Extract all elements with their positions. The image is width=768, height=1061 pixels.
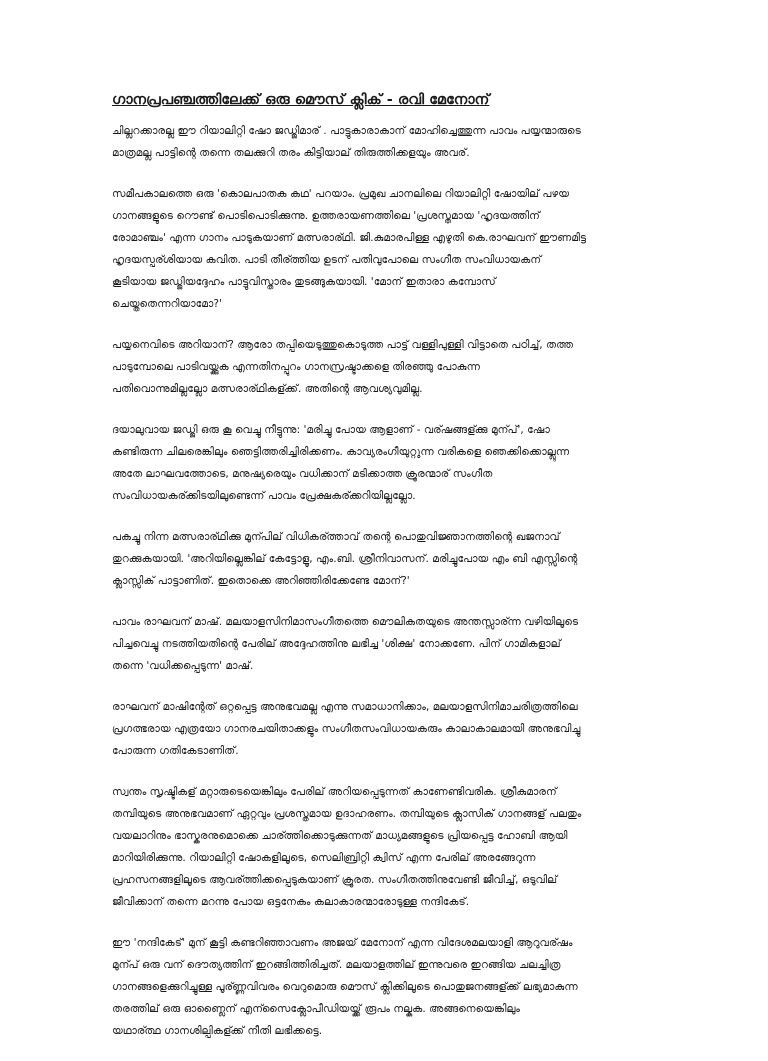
text-line: ഗാനങ്ങളെക്കുറിച്ചുള്ള പൂര്ണ്ണവിവരം വെറുമൊരു മൌസ് ക്ലിക്കിലൂടെ പൊതുജനങ്ങള്ക്ക് ലഭ്യമാകുന്ന <box>112 981 578 993</box>
text-line: പകച്ചു നിന്ന മത്സരാര്ഥിക്കു മുന്പില് വിധികര്ത്താവ് തന്റെ പൊതുവിജ്ഞാനത്തിന്റെ ഖജനാവ് <box>112 531 560 543</box>
text-line: തുറക്കുകയായി. 'അറിയില്ലെങ്കില് കേട്ടോളൂ, എം.ബി. ശ്രീനിവാസന്. മരിച്ചുപോയ എം ബി എസ്സിന്റെ <box>112 553 578 565</box>
text-line: ഈ 'നന്ദികേട്' മുന് കൂട്ടി കണ്ടറിഞ്ഞാവണം അജയ് മേനോന് എന്ന വിദേശമലയാളി ആറുവര്ഷം <box>112 937 573 949</box>
text-line: ചെയ്തതെന്നറിയാമോ?' <box>112 298 222 310</box>
text-line: സമീപകാലത്തെ ഒരു 'കൊലപാതക കഥ' പറയാം. പ്രമുഖ ചാനലിലെ റിയാലിറ്റി ഷോയില് പഴയ <box>112 188 570 200</box>
text-line: പയ്യനെവിടെ അറിയാന്? ആരോ തപ്പിയെടുത്തുകൊടുത്ത പാട്ട് വള്ളിപുള്ളി വിട്ടാതെ പഠിച്ച്, തത്ത <box>112 339 574 351</box>
text-line: ക്ലാസ്സിക് പാട്ടാണിത്. ഇതൊക്കെ അറിഞ്ഞിരിക്കേണ്ടേ മോന്?' <box>112 575 410 587</box>
text-line: ജീവിക്കാന് തന്നെ മറന്നു പോയ ഒട്ടനേകം കലാകാരന്മാരോടുള്ള നന്ദികേട്. <box>112 896 470 908</box>
text-line: ഹൃദയസ്പര്ശിയായ കവിത. പാടി തീര്ത്തിയ ഉടന് പതിവുപോലെ സംഗീത സംവിധായകന് <box>112 254 542 266</box>
text-line: തരത്തില് ഒരു ഓണ്ലൈന് എന്സൈക്ലോപീഡിയയ്ക്ക് രൂപം നല്കുക. അങ്ങനെയെങ്കിലും <box>112 1003 520 1015</box>
paragraph <box>112 611 672 677</box>
text-line: പ്രഗത്ഭരായ എത്രയോ ഗാനരചയിതാക്കളും സംഗീതസംവിധായകരും കാലാകാലമായി അനുഭവിച്ചു <box>112 723 581 735</box>
paragraph <box>112 183 672 315</box>
paragraph <box>112 696 672 762</box>
text-line: തമ്പിയുടെ അനുഭവമാണ് ഏറ്റവും പ്രശസ്തമായ ഉദാഹരണം. തമ്പിയുടെ ക്ലാസിക് ഗാനങ്ങള് പലതും <box>112 808 582 820</box>
text-line: സംവിധായകര്ക്കിടയിലുണ്ടെന്ന് പാവം പ്രേക്ഷകര്ക്കറിയില്ലല്ലോ. <box>112 490 416 502</box>
text-line: ഗാനങ്ങളുടെ റൌണ്ട് പൊടിപൊടിക്കുന്നു. ഉത്തരായണത്തിലെ 'പ്രശസ്തമായ 'ഹൃദയത്തിന് <box>112 210 540 222</box>
text-line: സ്വന്തം സൃഷ്ടികള് മറ്റാരുടെയെങ്കിലും പേരില് അറിയപ്പെടുന്നത് കാണേണ്ടിവരിക. ശ്രീകുമാരന് <box>112 786 557 798</box>
text-line: പിച്ചവെച്ചു നടത്തിയതിന്റെ പേരില് അദ്ദേഹത്തിനു ലഭിച്ച 'ശിക്ഷ' നോക്കണേ. പിന് ഗാമികളാല് <box>112 638 561 650</box>
paragraph <box>112 120 672 164</box>
text-line: വയലാറിനും ഭാസ്കരനുമൊക്കെ ചാര്ത്തിക്കൊടുക്കുന്നത് മാധ്യമങ്ങളുടെ പ്രിയപ്പെട്ട ഹോബി ആയി <box>112 830 568 842</box>
paragraph <box>112 781 672 913</box>
paragraph <box>112 932 672 1042</box>
text-line: മാറിയിരിക്കുന്നു. റിയാലിറ്റി ഷോകളിലൂടെ, സെലിബ്രിറ്റി ക്വിസ് എന്ന പേരില് അരങ്ങേറുന്ന <box>112 852 536 864</box>
text-line: രാഘവന് മാഷിന്റേത് ഒറ്റപ്പെട്ട അനുഭവമല്ല എന്നു സമാധാനിക്കാം, മലയാളസിനിമാചരിത്രത്തിലെ <box>112 701 578 713</box>
text-line: പാവം രാഘവന് മാഷ്. മലയാളസിനിമാസംഗീതത്തെ മൌലികതയുടെ അന്തസ്സാര്ന്ന വഴിയിലൂടെ <box>112 616 579 628</box>
text-line: കൂടിയായ ജഡ്ജിയദ്ദേഹം പാട്ടുവിസ്താരം തുടങ്ങുകയായി. 'മോന് ഇതാരാ കമ്പോസ് <box>112 276 496 288</box>
article-body <box>112 120 672 1061</box>
paragraph <box>112 419 672 507</box>
paragraph <box>112 334 672 400</box>
text-line: മുന്പ് ഒരു വന് ദൌത്യത്തിന് ഇറങ്ങിത്തിരിച്ചത്. മലയാളത്തില് ഇന്നുവരെ ഇറങ്ങിയ ചലച്ചിത്ര <box>112 959 561 971</box>
text-line: ദയാലുവായ ജഡ്ജി ഒരു കൂ വെച്ചു നീട്ടുന്നു: 'മരിച്ചു പോയ ആളാണ് - വര്ഷങ്ങള്ക്കു മുന്പ്', ഷോ <box>112 424 550 436</box>
text-line: പതിവൊന്നുമില്ലല്ലോ മത്സരാര്ഥികള്ക്ക്. അതിന്റെ ആവശ്യവുമില്ല. <box>112 383 423 395</box>
text-line: ചില്ലറക്കാരല്ല ഈ റിയാലിറ്റി ഷോ ജഡ്ജിമാര് . പാട്ടുകാരാകാന് മോഹിച്ചെത്തുന്ന പാവം പയ്യന്മാരുടെ <box>112 125 581 137</box>
text-line: പോരുന്ന ഗതികേടാണിത്. <box>112 745 239 757</box>
text-line: കണ്ടിരുന്ന ചിലരെങ്കിലും ഞെട്ടിത്തരിച്ചിരിക്കണം. കാവ്യരംഗീയുറ്റുന്ന വരികളെ ഞെക്കിക്കൊല്ലുന്ന <box>112 446 570 458</box>
text-line: യഥാര്ത്ഥ ഗാനശില്പികള്ക്ക് നീതി ലഭിക്കട്ടെ. <box>112 1025 323 1037</box>
text-line: അതേ ലാഘവത്തോടെ, മനുഷ്യരെയും വധിക്കാന് മടിക്കാത്ത ക്രൂരന്മാര് സംഗീത <box>112 468 493 480</box>
text-line: മാത്രമല്ല പാട്ടിന്റെ തന്നെ തലക്കുറി തരം കിട്ടിയാല് തിരുത്തിക്കളയും അവര്. <box>112 147 470 159</box>
text-line: തന്നെ 'വധിക്കപ്പെടുന്ന' മാഷ്. <box>112 660 254 672</box>
paragraph <box>112 526 672 592</box>
text-line: പ്രഹസനങ്ങളിലൂടെ ആവര്ത്തിക്കപ്പെടുകയാണ് ക്രൂരത. സംഗീതത്തിനുവേണ്ടി ജീവിച്ച്, ഒടുവില് <box>112 874 558 886</box>
article-title: ഗാനപ്രപഞ്ചത്തിലേക്ക് ഒരു മൌസ് ക്ലിക് - രവി മേനോന് <box>112 92 490 108</box>
text-line: രോമാഞ്ചം' എന്ന ഗാനം പാടുകയാണ് മത്സരാര്ഥി. ജി.കുമാരപിള്ള എഴുതി കെ.രാഘവന് ഈണമിട്ട <box>112 232 587 244</box>
text-line: പാടുമ്പോലെ പാടിവയ്ക്കുക എന്നതിനപ്പുറം ഗാനസ്രഷ്ടാക്കളെ തിരഞ്ഞു പോകുന്ന <box>112 361 480 373</box>
